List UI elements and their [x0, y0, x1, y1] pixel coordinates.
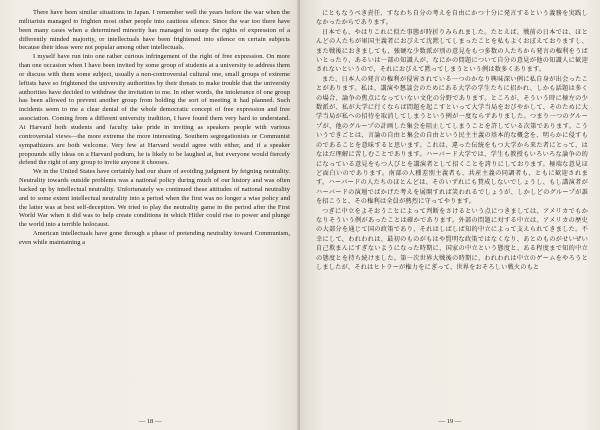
left-paragraph-4: American intellectuals have gone through a phase of pretending neutrality toward Communism, even while maintaining a [19, 230, 290, 246]
right-paragraph-2: 日本でも、やはりこれに似た事態が時折りみられました。たとえば、戦前の日本では、ほとんどの人たちが軍国主義者におびえて沈黙してしまったことを私もよくおぼえておりますし、また戦後におきましても、強硬な少数派が別の意見をもつ多数の人たちから発言の権利をうばいとったり、あるいは一部の知識人が、なにかの問題について自分の意見が他の知識人に歓迎されないというので、それにおびえて黙ってしまうという例は数多くあります。 [316, 28, 588, 74]
left-page-number: — 18 — [138, 418, 162, 425]
left-paragraph-3: We in the United States have certainly had our share of avoiding judgment by feigning neutrality. Neutrality towards outside problems was a national policy during much of our history and was often backed up by intellectual neutrality. Unfortunately we continued these attitudes of national neutrality and to some extent intellectual neutrality into a period when the first was no longer a wise policy and the latter was at best self-deception. We tried to play the neutrality game in the period after the First World War when it did was to help create conditions in which Hitler could rise to power and plunge the world into a terrible holocaust. [19, 168, 290, 229]
left-paragraph-2: I myself have run into one rather curious infringement of the right of free expression. On more than one occasion when I have been invited by some group of students at a university to address them or discuss with them some subject, usually a non-controversial cultural one, small groups of extreme leftists have so frightened the university authorities by their threats to make trouble that the university authorities have decided to withdraw the invitation to me. In other words, the intolerance of one group has been allowed to prevent another group from holding the sort of meeting it had planned. Such incidents seem to me a clear denial of the whole democratic concept of free expression and free association. Coming from a different university tradition, I have found them very hard to understand. At Harvard both students and faculty take pride in inviting as speakers people with various controversial views—the more extreme the more interesting. Southern segregationists or Communist sympathizers are both welcome. Very few at Harvard would agree with either, and if a speaker propounds silly ideas on a Harvard podium, he is likely to be laughed at, but everyone would fiercely defend the right of any group to invite anyone it chooses. [19, 53, 290, 167]
left-paragraph-1: There have been similar situations in Japan. I remember well the years before the war when the militarists managed to frighten most other people into cautious silence. Since the war too there have been many cases when a determined minority has managed to usurp the rights of expression of a differently minded majority, or intellectuals have been frightened into silence on certain subjects because their ideas were not popular among other intellectuals. [19, 9, 290, 52]
left-page-body [19, 9, 290, 248]
right-page-number: — 19 — [438, 418, 462, 425]
right-page [300, 0, 600, 430]
right-paragraph-1: にともなうべき責任、すなわち自分の考えを自由にかつ十分に発言するという義務を実践しなかったからであります。 [316, 10, 588, 27]
right-paragraph-4: つぎに中立をよそおうことによって判断をさけるという点につきましては、アメリカでもかなりそういう例があったことは確かであります。外部の問題に対する中立は、アメリカの歴史の大部分を通じて国の政策であり、それはしばしば知的中立によって支えられてきました。不幸にして、われわれは、最初のものがもはや賢明な政策ではなくなり、あとのものがせいぜい自己欺まんにすぎないようになった時期に、国家の中立という態度と、ある程度まで知的中立の態度とを持ち続けました。第一次世界大戦後の時期に、われわれは中立のゲームをやろうとしましたが、それはヒトラーが権力をにぎって、世界をおそろしい戦火のもと [316, 207, 588, 271]
right-paragraph-3: また、日本人の発言の権利が侵害されている一つのかなり興味深い例に私自身が出会ったことがあります。私は、講演や懇談会のためにある大学の学生たちに招かれ、しかも話題は多くの場合、論争の焦点になっていない文化の分野であります。ところが、そういう時に極左の少数派が、私が大学に行くならば問題を起こすといって大学当局をおびやかして、そのために大学当局が私への招待を取消してしまうという例が一度ならずありました。つまり一つのグループが、他のグループの計画した集会を阻止してしまうことを許している次第であります。こういうできごとは、言論の自由と集会の自由という民主主義の基本的な概念を、明らかに侵すものであることを意味すると思います。これは、違った伝統をもつ大学から来た者にとって、はなはだ理解に苦しむことであります。ハーバード大学では、学生も教授もいろいろな論争の的になっている意見をもつ人びとを講演者として招くことを誇りにしております。極端な意見ほど面白いのであります。南部の人種差別主義者も、共産主義の同調者も、ともに歓迎されます。ハーバードの人たちのほとんどは、そのいずれにも賛成しないでしょうし、もし講演者がハーバードの演壇でばかげた考えを展開すれば笑われるでしょうが、しかしどのグループが誰を招こうと、その権利は全員が熱烈に守ってやります。 [316, 75, 588, 206]
right-page-body [316, 9, 588, 272]
